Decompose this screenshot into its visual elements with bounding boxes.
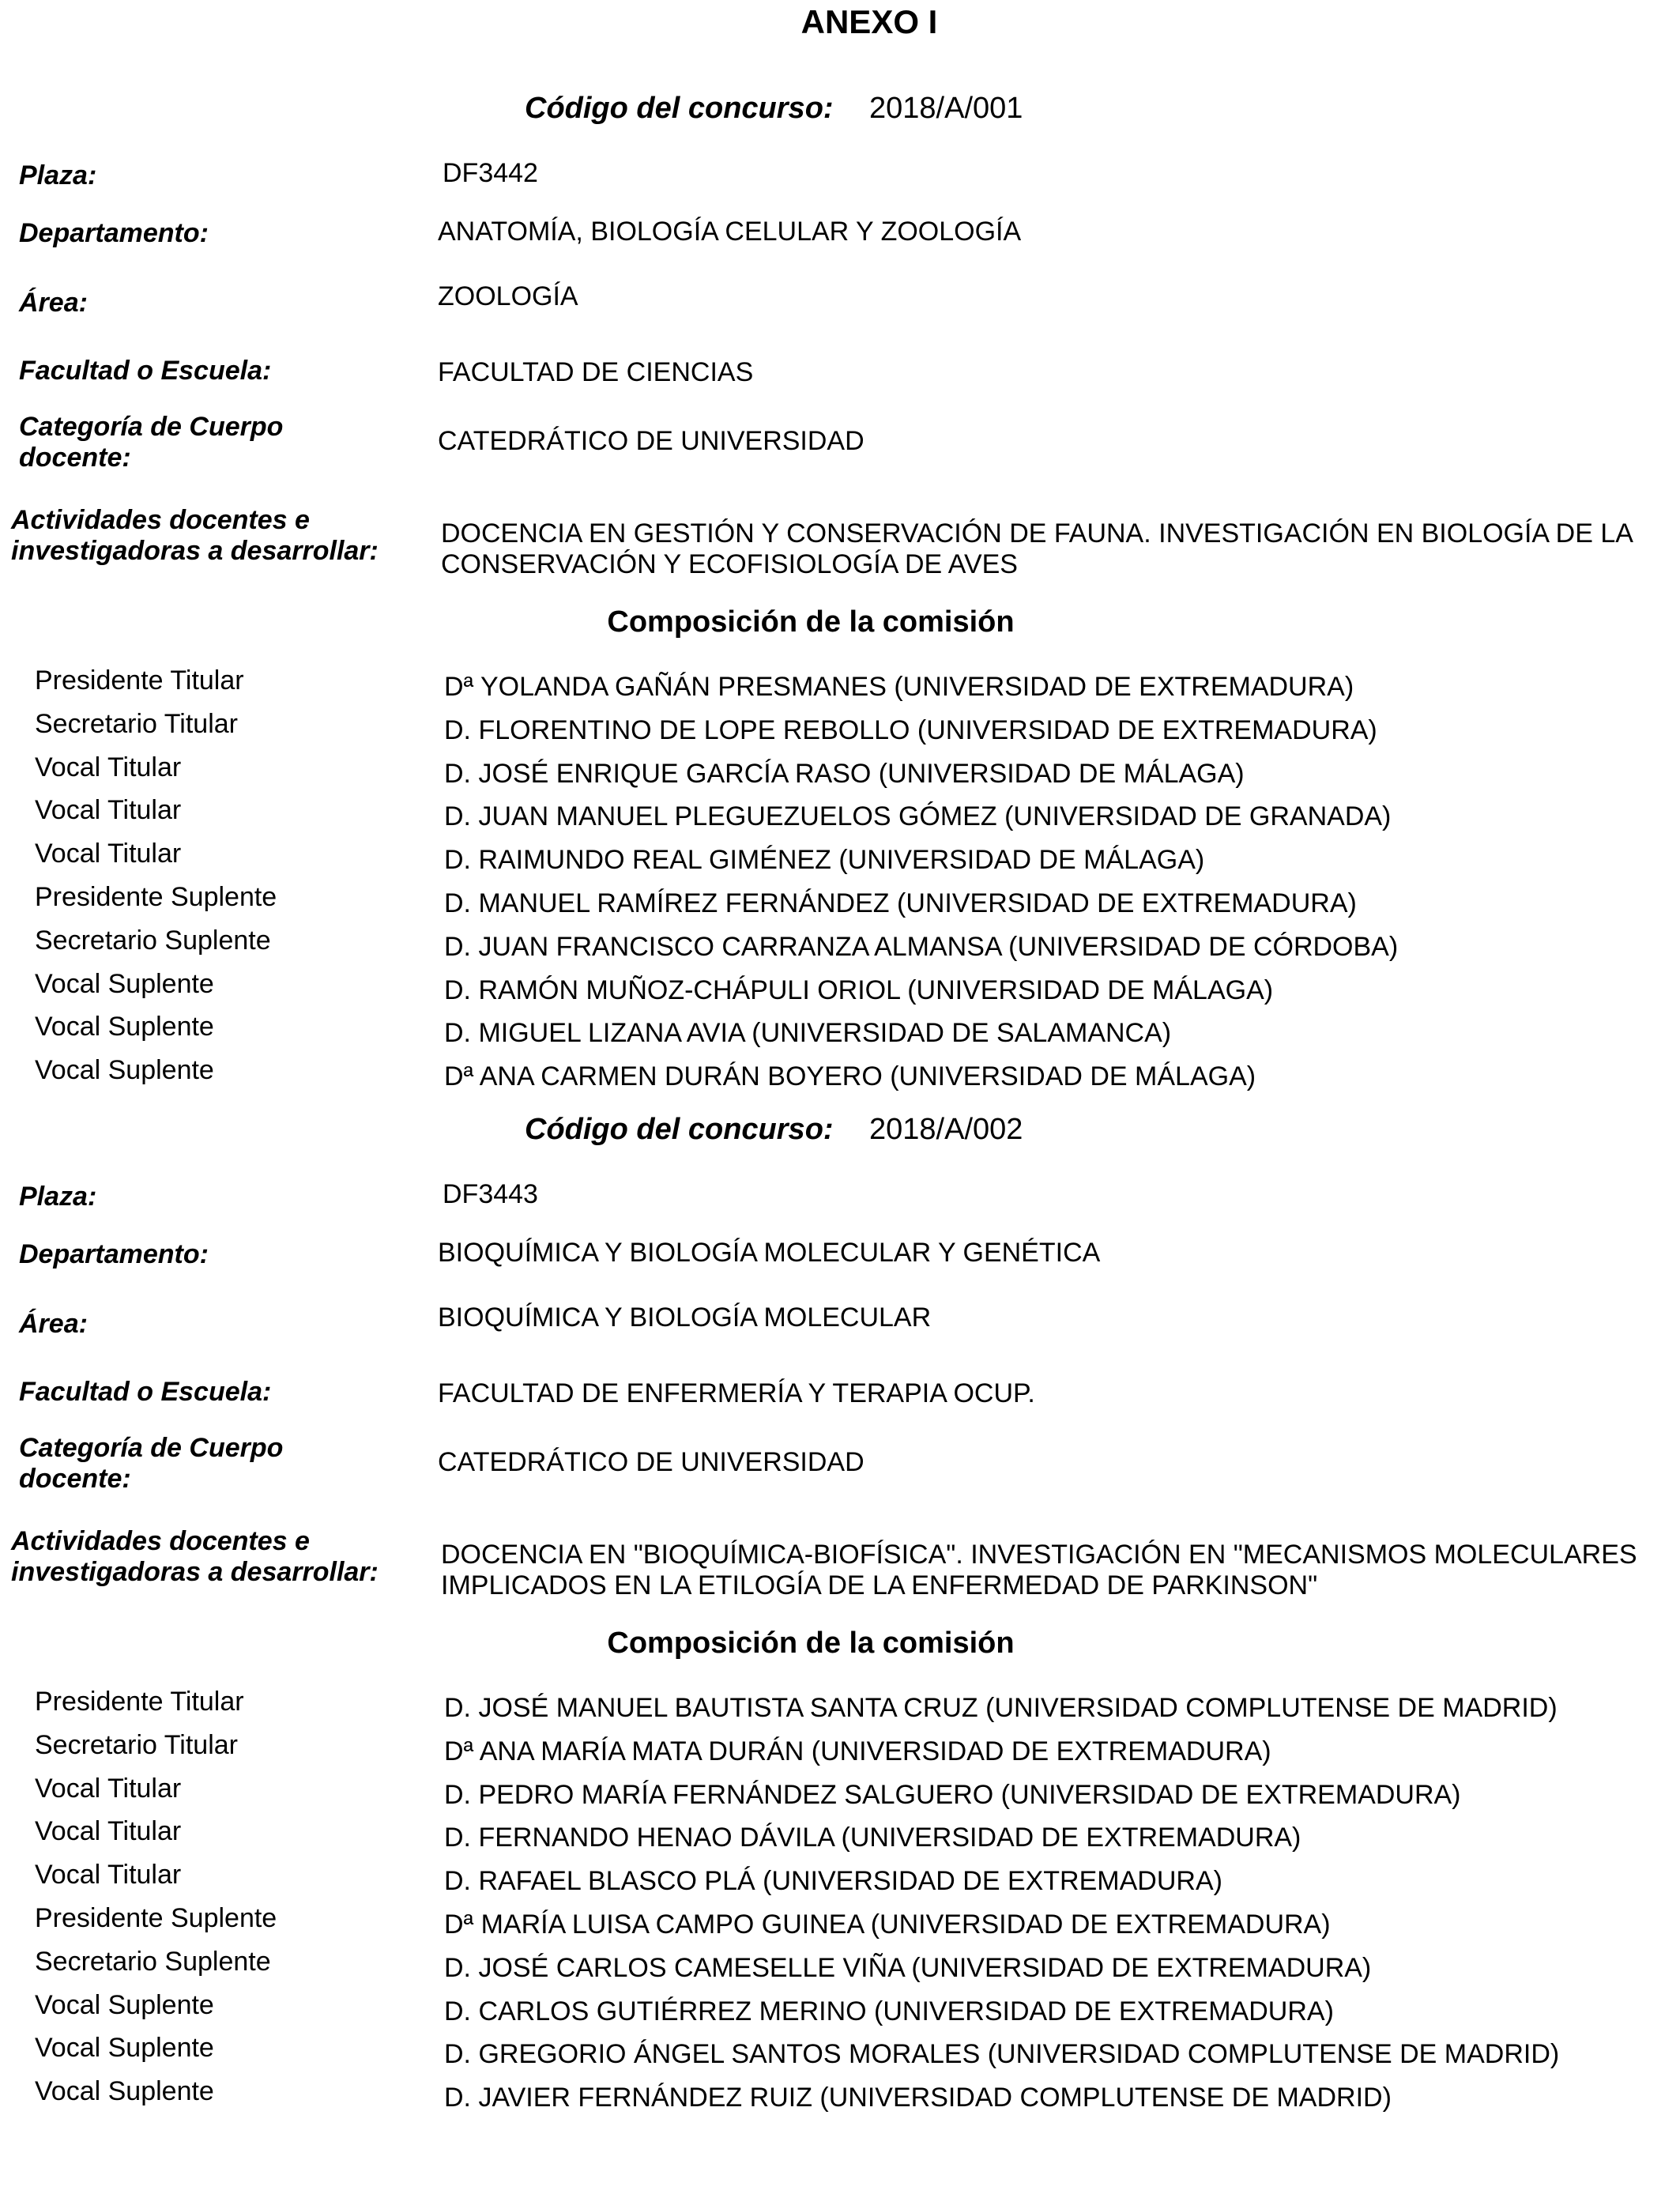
label-categoria: Categoría de Cuerpo docente: [19,412,284,473]
commission-member: D. MANUEL RAMÍREZ FERNÁNDEZ (UNIVERSIDAD DE EXTREMADURA) [444,888,1357,918]
value-area: ZOOLOGÍA [438,281,578,311]
value-plaza: DF3442 [443,158,538,188]
commission-role: Vocal Suplente [35,2033,214,2064]
label-area: Área: [19,288,88,318]
commission-role: Vocal Titular [35,752,182,782]
value-facultad: FACULTAD DE CIENCIAS [438,357,754,387]
value-actividades: DOCENCIA EN "BIOQUÍMICA-BIOFÍSICA". INVESTIGACIÓN EN "MECANISMOS MOLECULARES IMPLICADOS EN LA ETILOGÍA DE LA ENFERMEDAD DE PARKINSON" [441,1540,1637,1600]
commission-member: D. JOSÉ CARLOS CAMESELLE VIÑA (UNIVERSIDAD DE EXTREMADURA) [444,1952,1372,1983]
label-plaza: Plaza: [19,1182,97,1212]
commission-role: Presidente Suplente [35,882,277,912]
commission-member: D. FLORENTINO DE LOPE REBOLLO (UNIVERSIDAD DE EXTREMADURA) [444,714,1377,745]
contest-code-label: Código del concurso: [525,92,834,125]
value-departamento: ANATOMÍA, BIOLOGÍA CELULAR Y ZOOLOGÍA [438,217,1022,247]
label-area: Área: [19,1309,88,1339]
commission-member: D. CARLOS GUTIÉRREZ MERINO (UNIVERSIDAD DE EXTREMADURA) [444,1996,1334,2026]
contest-code-value: 2018/A/002 [869,1113,1023,1146]
commission-role: Vocal Suplente [35,1989,214,2020]
label-actividades: Actividades docentes e investigadoras a desarrollar: [11,505,379,566]
commission-member: Dª ANA CARMEN DURÁN BOYERO (UNIVERSIDAD DE MÁLAGA) [444,1061,1256,1092]
contest-code-label: Código del concurso: [525,1113,834,1146]
value-plaza: DF3443 [443,1179,538,1209]
commission-member: D. RAMÓN MUÑOZ-CHÁPULI ORIOL (UNIVERSIDAD DE MÁLAGA) [444,974,1274,1005]
label-departamento: Departamento: [19,218,209,248]
commission-role: Vocal Titular [35,839,182,869]
contest-code-value: 2018/A/001 [869,92,1023,125]
commission-member: D. GREGORIO ÁNGEL SANTOS MORALES (UNIVERSIDAD COMPLUTENSE DE MADRID) [444,2039,1560,2070]
value-area: BIOQUÍMICA Y BIOLOGÍA MOLECULAR [438,1302,932,1333]
commission-member: Dª ANA MARÍA MATA DURÁN (UNIVERSIDAD DE EXTREMADURA) [444,1736,1271,1766]
composition-title: Composición de la comisión [607,605,1015,639]
label-actividades: Actividades docentes e investigadoras a desarrollar: [11,1526,379,1587]
commission-member: D. PEDRO MARÍA FERNÁNDEZ SALGUERO (UNIVERSIDAD DE EXTREMADURA) [444,1779,1461,1810]
commission-role: Vocal Titular [35,795,182,826]
commission-member: D. RAFAEL BLASCO PLÁ (UNIVERSIDAD DE EXTREMADURA) [444,1866,1222,1897]
document-title: ANEXO I [800,3,938,40]
commission-member: D. JOSÉ MANUEL BAUTISTA SANTA CRUZ (UNIVERSIDAD COMPLUTENSE DE MADRID) [444,1693,1558,1723]
commission-role: Presidente Titular [35,665,244,696]
label-departamento: Departamento: [19,1239,209,1269]
value-categoria: CATEDRÁTICO DE UNIVERSIDAD [438,1447,864,1477]
commission-member: D. JUAN MANUEL PLEGUEZUELOS GÓMEZ (UNIVERSIDAD DE GRANADA) [444,801,1392,832]
commission-role: Vocal Suplente [35,2076,214,2107]
commission-role: Secretario Titular [35,1729,238,1760]
label-facultad: Facultad o Escuela: [19,1377,272,1407]
commission-role: Vocal Titular [35,1860,182,1891]
commission-member: D. JAVIER FERNÁNDEZ RUIZ (UNIVERSIDAD COMPLUTENSE DE MADRID) [444,2083,1392,2113]
commission-role: Secretario Suplente [35,925,271,956]
value-facultad: FACULTAD DE ENFERMERÍA Y TERAPIA OCUP. [438,1378,1035,1408]
commission-role: Vocal Suplente [35,1055,214,1086]
value-categoria: CATEDRÁTICO DE UNIVERSIDAD [438,426,864,456]
commission-member: D. RAIMUNDO REAL GIMÉNEZ (UNIVERSIDAD DE MÁLAGA) [444,845,1205,876]
commission-role: Vocal Titular [35,1773,182,1804]
commission-member: D. MIGUEL LIZANA AVIA (UNIVERSIDAD DE SALAMANCA) [444,1018,1172,1049]
commission-member: Dª MARÍA LUISA CAMPO GUINEA (UNIVERSIDAD DE EXTREMADURA) [444,1909,1331,1940]
commission-member: D. JOSÉ ENRIQUE GARCÍA RASO (UNIVERSIDAD DE MÁLAGA) [444,758,1245,789]
label-facultad: Facultad o Escuela: [19,356,272,386]
value-actividades: DOCENCIA EN GESTIÓN Y CONSERVACIÓN DE FAUNA. INVESTIGACIÓN EN BIOLOGÍA DE LA CONSERVACIÓN Y ECOFISIOLOGÍA DE AVES [441,518,1633,579]
commission-role: Secretario Titular [35,708,238,739]
composition-title: Composición de la comisión [607,1627,1015,1660]
commission-role: Vocal Titular [35,1816,182,1847]
commission-member: D. FERNANDO HENAO DÁVILA (UNIVERSIDAD DE EXTREMADURA) [444,1823,1301,1853]
commission-role: Presidente Titular [35,1687,244,1717]
commission-member: D. JUAN FRANCISCO CARRANZA ALMANSA (UNIVERSIDAD DE CÓRDOBA) [444,931,1399,962]
commission-role: Presidente Suplente [35,1903,277,1933]
commission-role: Vocal Suplente [35,968,214,999]
commission-role: Secretario Suplente [35,1946,271,1977]
label-categoria: Categoría de Cuerpo docente: [19,1433,284,1494]
commission-member: Dª YOLANDA GAÑÁN PRESMANES (UNIVERSIDAD DE EXTREMADURA) [444,672,1354,702]
label-plaza: Plaza: [19,160,97,190]
commission-role: Vocal Suplente [35,1012,214,1042]
value-departamento: BIOQUÍMICA Y BIOLOGÍA MOLECULAR Y GENÉTICA [438,1238,1101,1268]
